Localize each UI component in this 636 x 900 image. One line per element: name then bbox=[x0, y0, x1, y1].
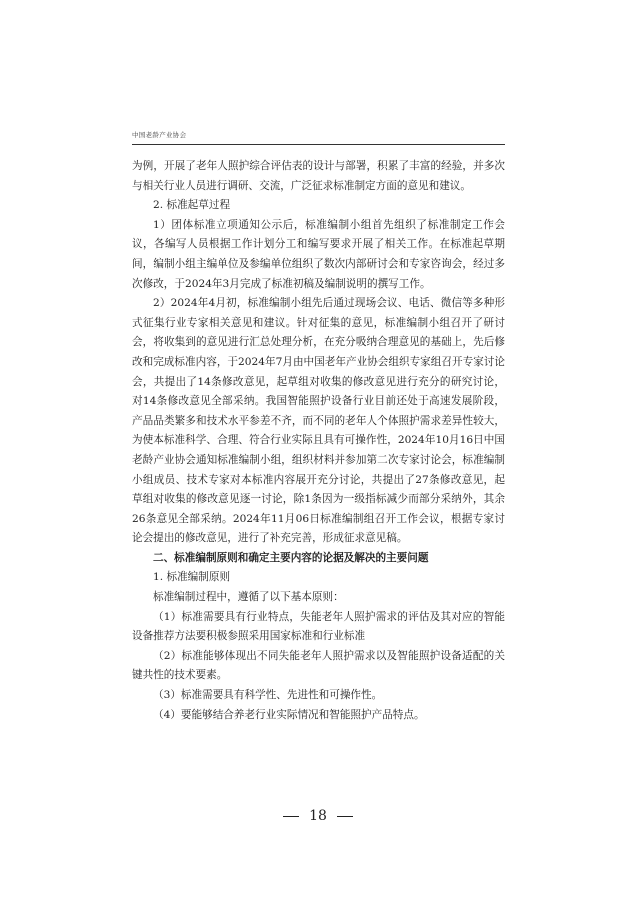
principle-item-1: （1）标准需要具有行业特点，失能老年人照护需求的评估及其对应的智能设备推荐方法要积极参照采用国家标准和行业标准 bbox=[132, 610, 505, 643]
paragraph-drafting-step-2: 2）2024年4月初，标准编制小组先后通过现场会议、电话、微信等多种形式征集行业专家相关意见和建议。针对征集的意见，标准编制小组召开了研讨会，将收集到的意见进行汇总处理分析，在充分吸纳合理意见的基础上，先后修改和完成标准内容，于2024年7月由中国老年产业协会组织专家组召开专家讨论会，共提出了14条修改意见，起草组对收集的修改意见进行充分的研究讨论，对14条修改意见全部采纳。我国智能照护设备行业目前还处于高速发展阶段，产品品类繁多和技术水平参差不齐，而不同的老年人个体照护需求差异性较大，为使本标准科学、合理、符合行业实际且具有可操作性，2024年10月16日中国老龄产业协会通知标准编制小组，组织材料并参加第二次专家讨论会，标准编制小组成员、技术专家对本标准内容展开充分讨论，共提出了27条修改意见，起草组对收集的修改意见逐一讨论，除1条因为一级指标减少而部分采纳外，其余26条意见全部采纳。2024年11月06日标准编制组召开工作会议，根据专家讨论会提出的修改意见，进行了补充完善，形成征求意见稿。 bbox=[132, 297, 505, 545]
header-organization-name: 中国老龄产业协会 bbox=[132, 131, 187, 139]
page-number: 18 bbox=[309, 808, 327, 824]
page-number-footer bbox=[0, 808, 636, 824]
section-heading-principles: 二、标准编制原则和确定主要内容的论据及解决的主要问题 bbox=[153, 551, 429, 564]
header-divider bbox=[132, 144, 505, 145]
paragraph-intro-continuation: 为例，开展了老年人照护综合评估表的设计与部署，积累了丰富的经验，并多次与相关行业人员进行调研、交流，广泛征求标准制定方面的意见和建议。 bbox=[132, 160, 505, 192]
paragraph-principles-intro: 标准编制过程中，遵循了以下基本原则： bbox=[153, 591, 344, 604]
principle-item-3: （3）标准需要具有科学性、先进性和可操作性。 bbox=[153, 689, 383, 702]
page-number-dash-right bbox=[337, 816, 353, 817]
principle-item-4: （4）要能够结合养老行业实际情况和智能照护产品特点。 bbox=[153, 708, 425, 721]
principle-item-2: （2）标准能够体现出不同失能老年人照护需求以及智能照护设备适配的关键共性的技术要素。 bbox=[132, 649, 505, 682]
page-number-dash-left bbox=[283, 816, 299, 817]
paragraph-drafting-step-1: 1）团体标准立项通知公示后，标准编制小组首先组织了标准制定工作会议，各编写人员根据工作计划分工和编写要求开展了相关工作。在标准起草期间，编制小组主编单位及参编单位组织了数次内部研讨会和专家咨询会，经过多次修改，于2024年3月完成了标准初稿及编制说明的撰写工作。 bbox=[132, 218, 505, 290]
subheading-drafting-process: 2. 标准起草过程 bbox=[153, 199, 231, 212]
document-body bbox=[132, 157, 505, 725]
subheading-compilation-principles: 1. 标准编制原则 bbox=[153, 571, 231, 584]
